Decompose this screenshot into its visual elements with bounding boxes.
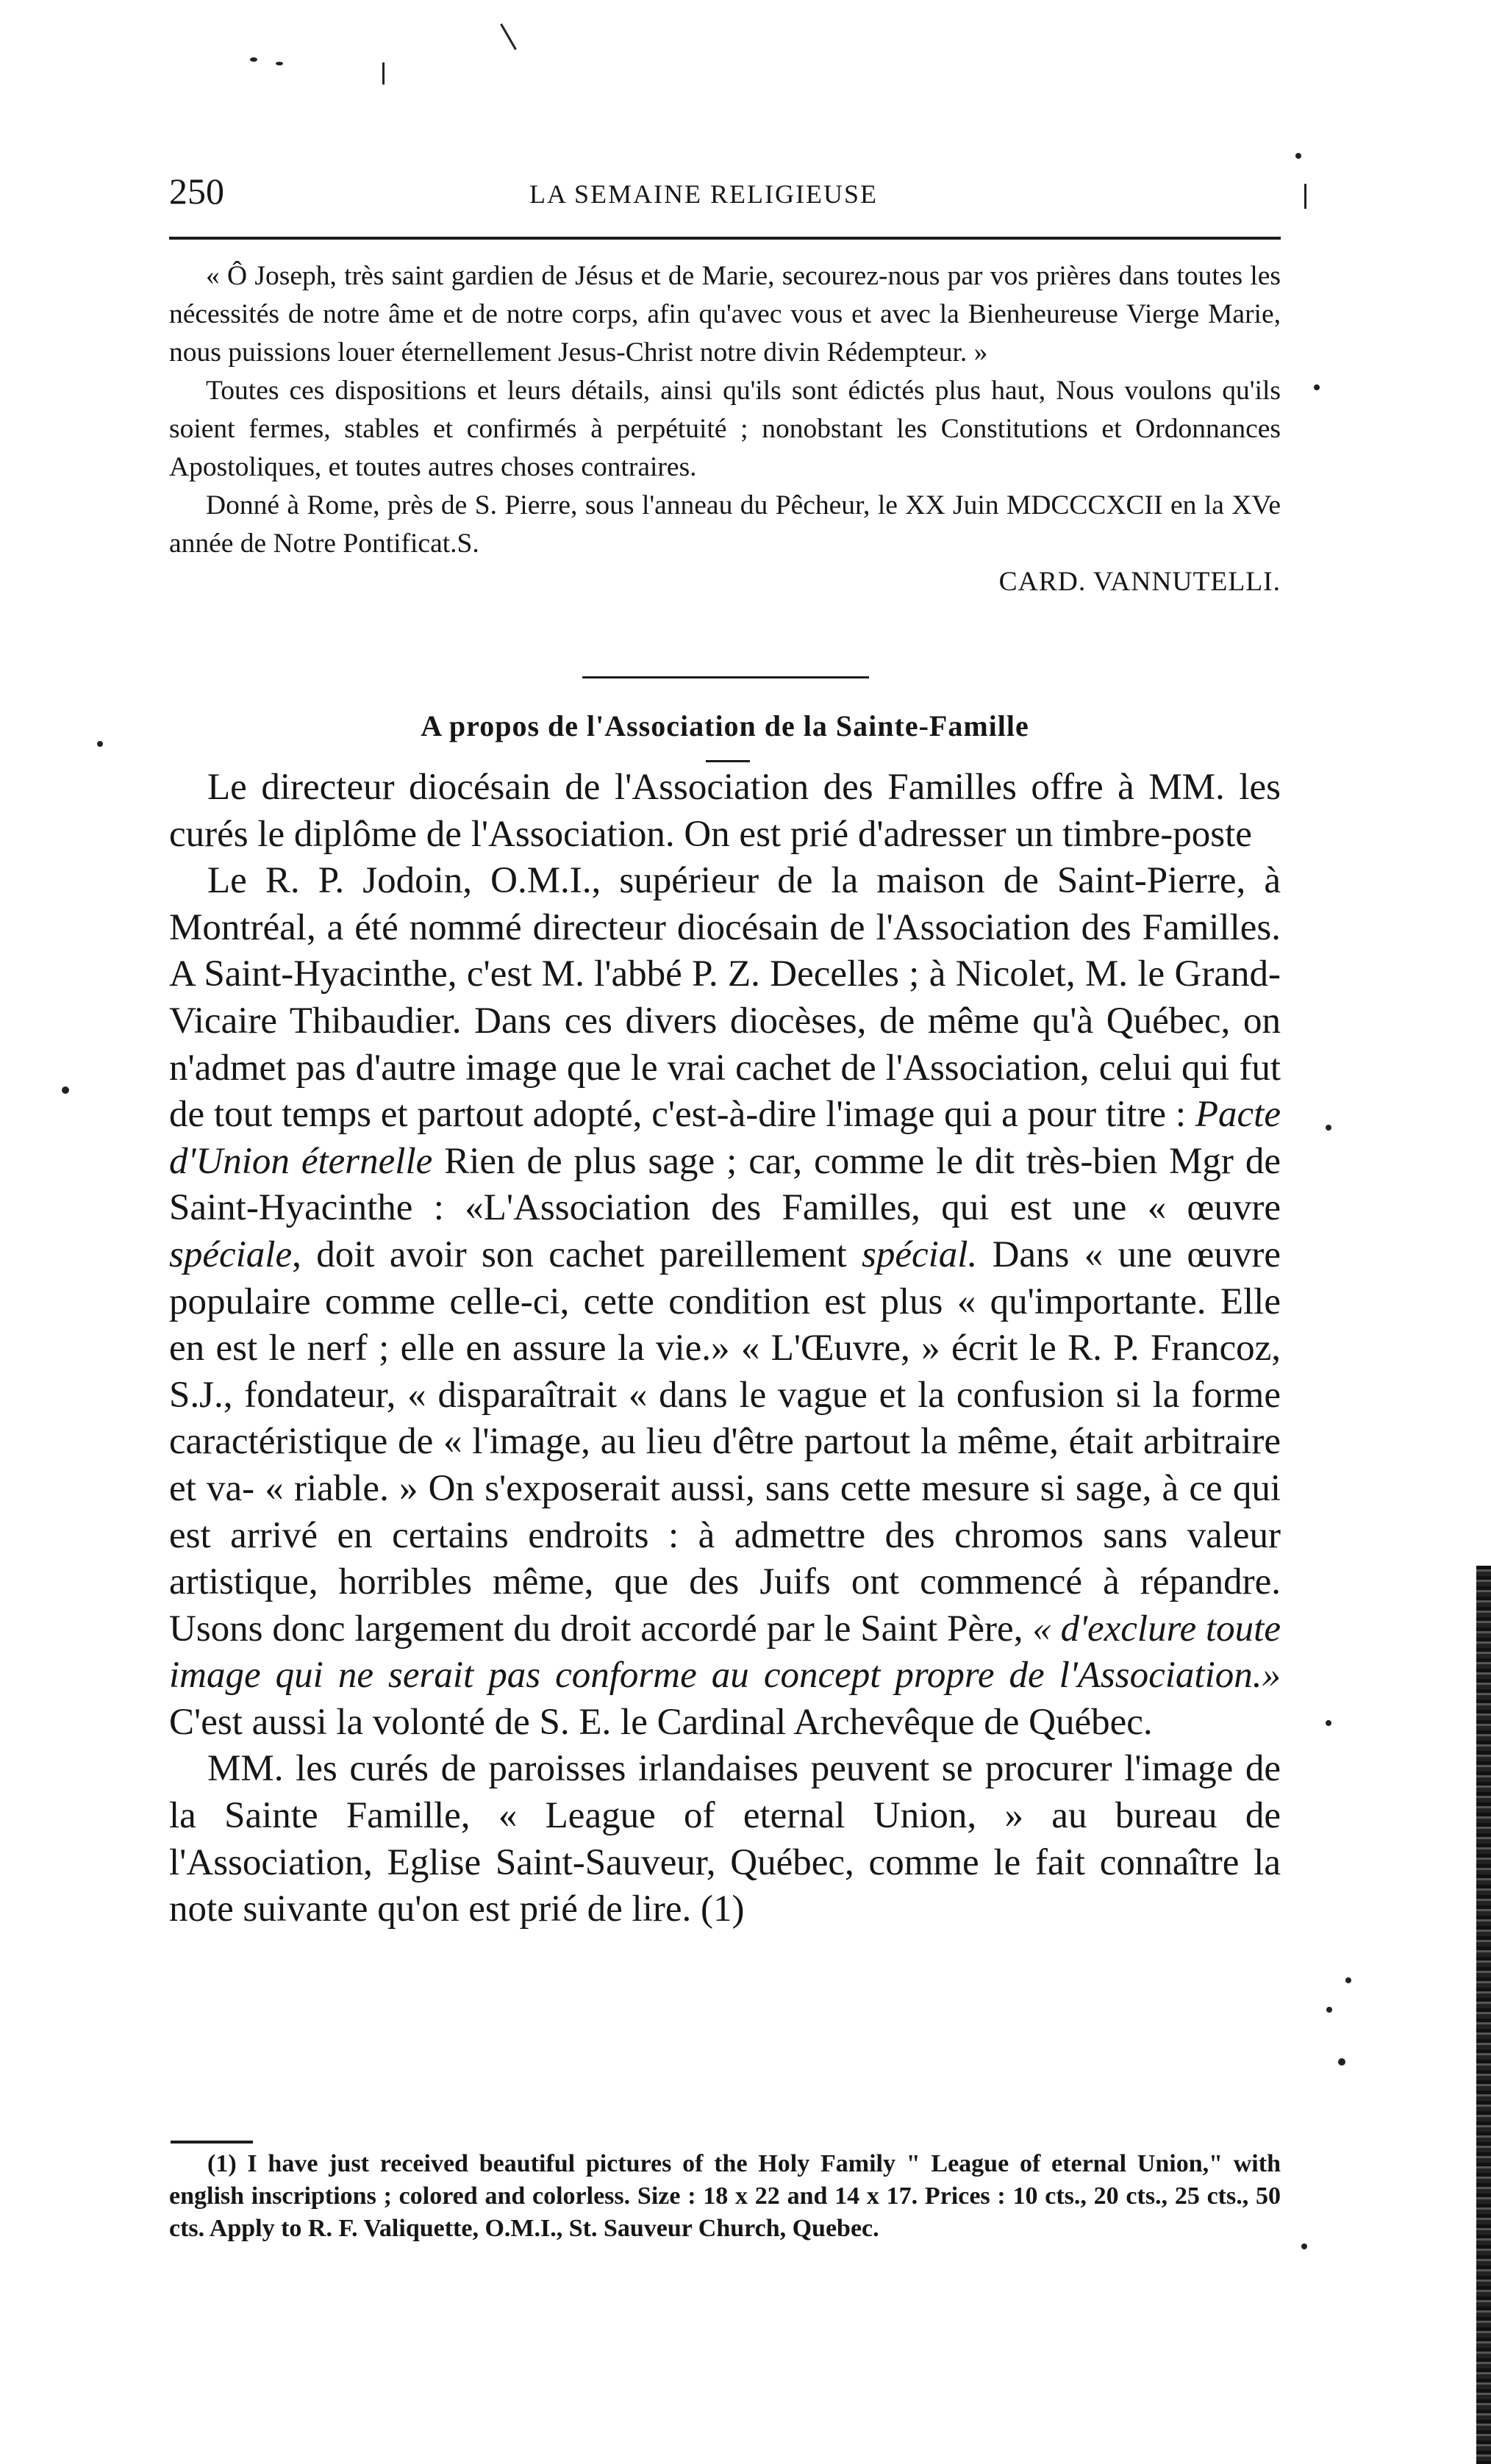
special-word-1: spéciale xyxy=(169,1233,293,1275)
article-paragraph-2 xyxy=(169,858,1281,1746)
pacte-title: Pacte d'Union éternelle xyxy=(169,1094,1281,1182)
given-at-text: Donné à Rome, près de S. Pierre, sous l'anneau du Pêcheur, le XX Juin MDCCCXCII en la XVe année de Notre Pontificat.S. xyxy=(169,490,1281,559)
article-body xyxy=(169,764,1281,1933)
scan-speck xyxy=(97,741,103,747)
scan-speck xyxy=(62,1086,69,1094)
running-title: LA SEMAINE RELIGIEUSE xyxy=(529,179,878,209)
special-word-2: spécial. xyxy=(862,1233,978,1275)
running-head xyxy=(169,169,1272,221)
pope-quote: « d'exclure toute image qui ne serait pas conforme au concept propre de l'Association.» xyxy=(169,1608,1281,1697)
paragraph-2-part-c: , doit avoir son cachet pareillement xyxy=(292,1233,862,1275)
page-number: 250 xyxy=(169,171,224,212)
header-rule xyxy=(169,237,1281,240)
signature: CARD. VANNUTELLI. xyxy=(998,567,1281,597)
prayer-paragraph: « Ô Joseph, très saint gardien de Jésus et de Marie, secourez-nous par vos prières dans toutes les nécessités de notre âme et de notre corps, afin qu'avec vous et avec la Bienheureuse Vierge Marie, nous puissions louer éternellement Jesus-Christ notre divin Rédempteur. » xyxy=(169,261,1281,368)
footnote: (1) I have just received beautiful pictures of the Holy Family " League of eternal Union," with english inscriptions ; colored and colorless. Size : 18 x 22 and 14 x 17. Prices : 10 cts., 20 cts., 25 cts., 50 cts. Apply to R. F. Valiquette, O.M.I., St. Sauveur Church, Quebec. xyxy=(169,2150,1281,2242)
footnote-rule xyxy=(171,2141,253,2144)
article-paragraph-3: MM. les curés de paroisses irlandaises peuvent se procurer l'image de la Sainte Famille, « League of eternal Union, » au bureau de l'Association, Eglise Saint-Sauveur, Québec, comme le fait connaître la note suivante qu'on est prié de lire. (1) xyxy=(169,1748,1281,1930)
scan-mark xyxy=(382,62,385,85)
scan-speck xyxy=(1301,2243,1307,2249)
paragraph-2-part-d: Dans « une œuvre populaire comme celle-ci, cette condition est plus « qu'importante. Elle en est le nerf ; elle en assure la vie.» « L'Œuvre, » écrit le R. P. Francoz, S.J., fondateur, « disparaîtrait « dans le vague et la confusion si la forme caractéristique de « l'image, au lieu d'être partout la même, était arbitraire et va- « riable. » On s'exposerait aussi, sans cette mesure si sage, à ce qui est arrivé en certains endroits : à admettre des chromos sans valeur artistique, horribles même, que des Juifs ont commencé à répandre. Usons donc largement du droit accordé par le Saint Père, xyxy=(169,1233,1281,1650)
scan-binding-edge xyxy=(1476,1566,1491,2464)
heading-dash xyxy=(706,760,750,762)
paragraph-2-part-e: C'est aussi la volonté de S. E. le Cardinal Archevêque de Québec. xyxy=(169,1701,1153,1743)
scan-mark xyxy=(1304,184,1306,209)
scan-speck xyxy=(1295,153,1301,159)
scan-speck xyxy=(276,62,283,65)
section-heading: A propos de l'Association de la Sainte-Famille xyxy=(421,709,1029,742)
scan-speck xyxy=(1326,1125,1331,1131)
scan-speck xyxy=(1326,2007,1332,2013)
separator-rule xyxy=(582,676,869,678)
given-at-paragraph xyxy=(169,487,1281,563)
scan-speck xyxy=(1345,1977,1351,1983)
decree-text xyxy=(169,257,1281,601)
article-paragraph-1: Le directeur diocésain de l'Association des Familles offre à MM. les curés le diplôme de l'Association. On est prié d'adresser un timbre-poste xyxy=(169,767,1281,855)
scan-mark xyxy=(500,24,517,50)
scan-speck xyxy=(1326,1720,1331,1726)
paragraph-2-part-b: Rien de plus sage ; car, comme le dit très-bien Mgr de Saint-Hyacinthe : «L'Association des Familles, qui est une « œuvre xyxy=(169,1140,1281,1229)
scan-speck xyxy=(1314,384,1320,390)
dispositions-paragraph: Toutes ces dispositions et leurs détails, ainsi qu'ils sont édictés plus haut, Nous voulons qu'ils soient fermes, stables et confirmés à perpétuité ; nonobstant les Constitutions et Ordonnances Apostoliques, et toutes autres choses contraires. xyxy=(169,376,1281,482)
scan-speck xyxy=(1338,2058,1345,2066)
scan-speck xyxy=(250,57,257,62)
paragraph-2-part-a: Le R. P. Jodoin, O.M.I., supérieur de la maison de Saint-Pierre, à Montréal, a été nommé directeur diocésain de l'Association des Familles. A Saint-Hyacinthe, c'est M. l'abbé P. Z. Decelles ; à Nicolet, M. le Grand-Vicaire Thibaudier. Dans ces divers diocèses, de même qu'à Québec, on n'admet pas d'autre image que le vrai cachet de l'Association, celui qui fut de tout temps et partout adopté, c'est-à-dire l'image qui a pour titre : xyxy=(169,860,1281,1136)
